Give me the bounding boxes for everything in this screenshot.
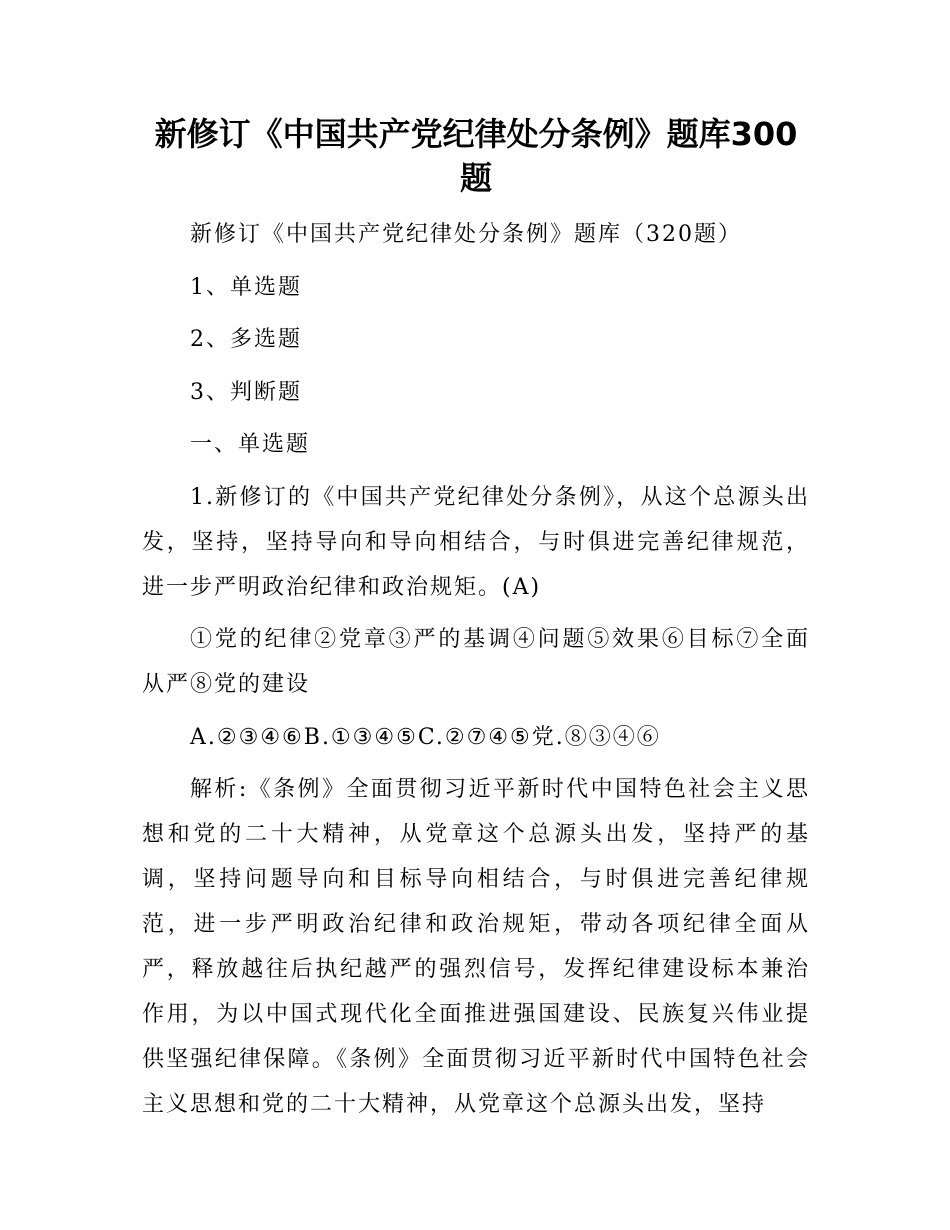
question-analysis: 解析:《条例》全面贯彻习近平新时代中国特色社会主义思想和党的二十大精神，从党章这个总源头出发，坚持严的基调，坚持问题导向和目标导向相结合，与时俱进完善纪律规范，进一步严明政治纪律和政治规矩，带动各项纪律全面从严，释放越往后执纪越严的强烈信号，发挥纪律建设标本兼治作用，为以中国式现代化全面推进强国建设、民族复兴伟业提供坚强纪律保障。《条例》全面贯彻习近平新时代中国特色社会主义思想和党的二十大精神，从党章这个总源头出发，坚持 (142, 777, 810, 1117)
document-subtitle: 新修订《中国共产党纪律处分条例》题库（320题） (190, 222, 742, 247)
question-items: ①党的纪律②党章③严的基调④问题⑤效果⑥目标⑦全面从严⑧党的建设 (142, 627, 810, 697)
question-options: A.②③④⑥B.①③④⑤C.②⑦④⑤党.⑧③④⑥ (190, 724, 661, 750)
document-body (142, 212, 810, 1127)
question-stem: 1.新修订的《中国共产党纪律处分条例》，从这个总源头出发，坚持，坚持导向和导向相结合，与时俱进完善纪律规范，进一步严明政治纪律和政治规矩。(A) (142, 484, 810, 600)
toc-item-multiple-choice: 2、多选题 (190, 327, 302, 352)
document-title: 新修订《中国共产党纪律处分条例》题库300题 (154, 115, 798, 197)
toc-item-single-choice: 1、单选题 (190, 274, 302, 300)
section-heading: 一、单选题 (190, 432, 311, 457)
toc-item-true-false: 3、判断题 (190, 379, 302, 405)
